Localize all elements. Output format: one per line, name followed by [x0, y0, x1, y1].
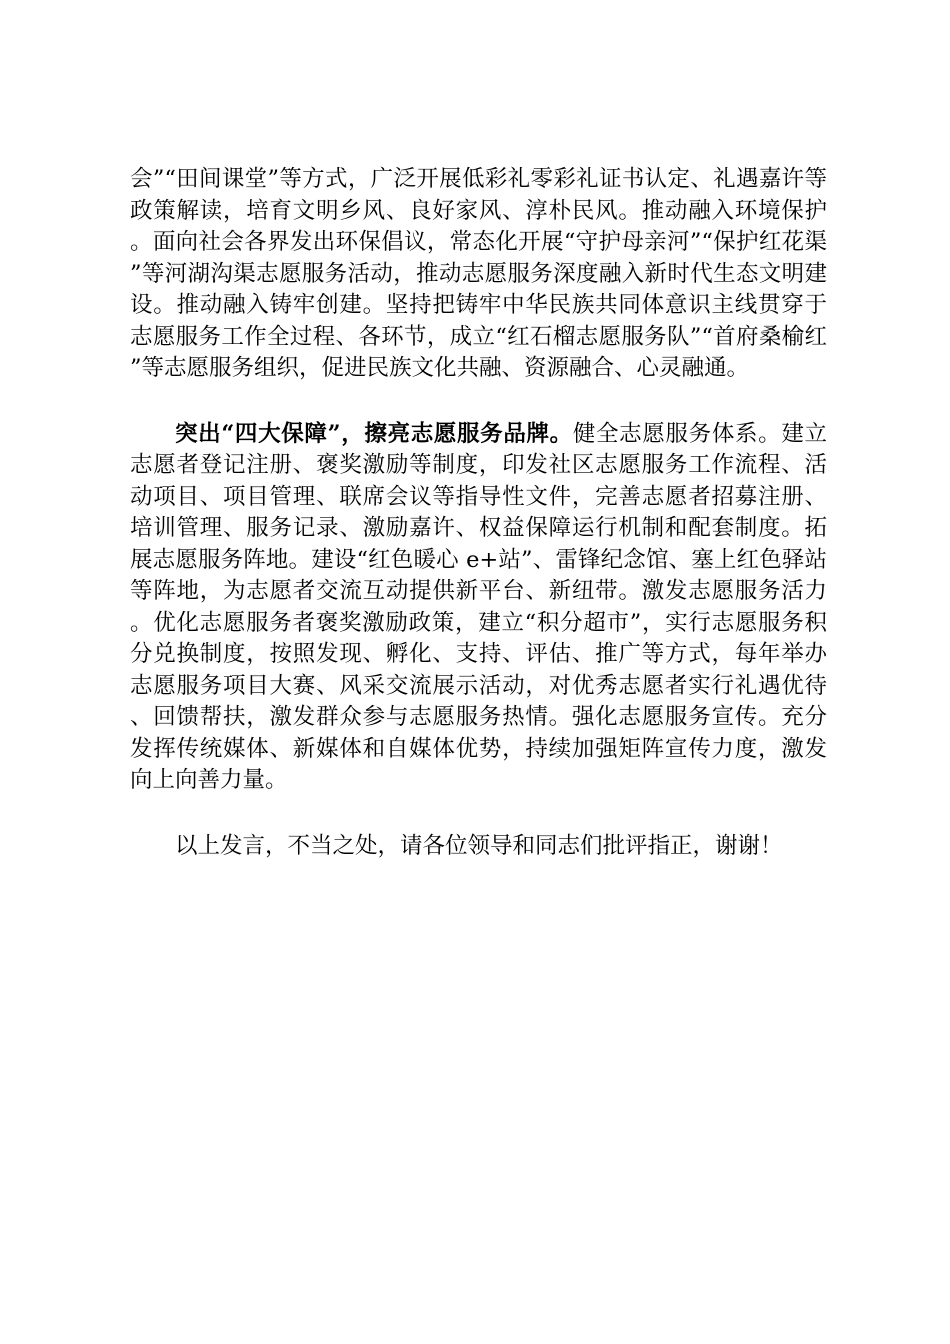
paragraph-heading: 突出“四大保障”，擦亮志愿服务品牌。	[175, 420, 573, 447]
paragraph-four-guarantees	[130, 419, 827, 797]
closing-paragraph: 以上发言，不当之处，请各位领导和同志们批评指正，谢谢！	[175, 832, 783, 859]
paragraph-continuation: 会”“田间课堂”等方式，广泛开展低彩礼零彩礼证书认定、礼遇嘉许等政策解读，培育文明乡风、良好家风、淳朴民风。推动融入环境保护。面向社会各界发出环保倡议，常态化开展“守护母亲河”“保护红花渠”等河湖沟渠志愿服务活动，推动志愿服务深度融入新时代生态文明建设。推动融入铸牢创建。坚持把铸牢中华民族共同体意识主线贯穿于志愿服务工作全过程、各环节，成立“红石榴志愿服务队”“首府桑榆红”等志愿服务组织，促进民族文化共融、资源融合、心灵融通。	[130, 166, 827, 381]
paragraph-body: 健全志愿服务体系。建立志愿者登记注册、褒奖激励等制度，印发社区志愿服务工作流程、活动项目、项目管理、联席会议等指导性文件，完善志愿者招募注册、培训管理、服务记录、激励嘉许、权益保障运行机制和配套制度。拓展志愿服务阵地。建设“红色暖心 e+站”、雷锋纪念馆、塞上红色驿站等阵地，为志愿者交流互动提供新平台、新纽带。激发志愿服务活力。优化志愿服务者褒奖激励政策，建立“积分超市”，实行志愿服务积分兑换制度，按照发现、孵化、支持、评估、推广等方式，每年举办志愿服务项目大赛、风采交流展示活动，对优秀志愿者实行礼遇优待、回馈帮扶，激发群众参与志愿服务热情。强化志愿服务宣传。充分发挥传统媒体、新媒体和自媒体优势，持续加强矩阵宣传力度，激发向上向善力量。	[130, 420, 827, 793]
document-body	[130, 164, 827, 862]
